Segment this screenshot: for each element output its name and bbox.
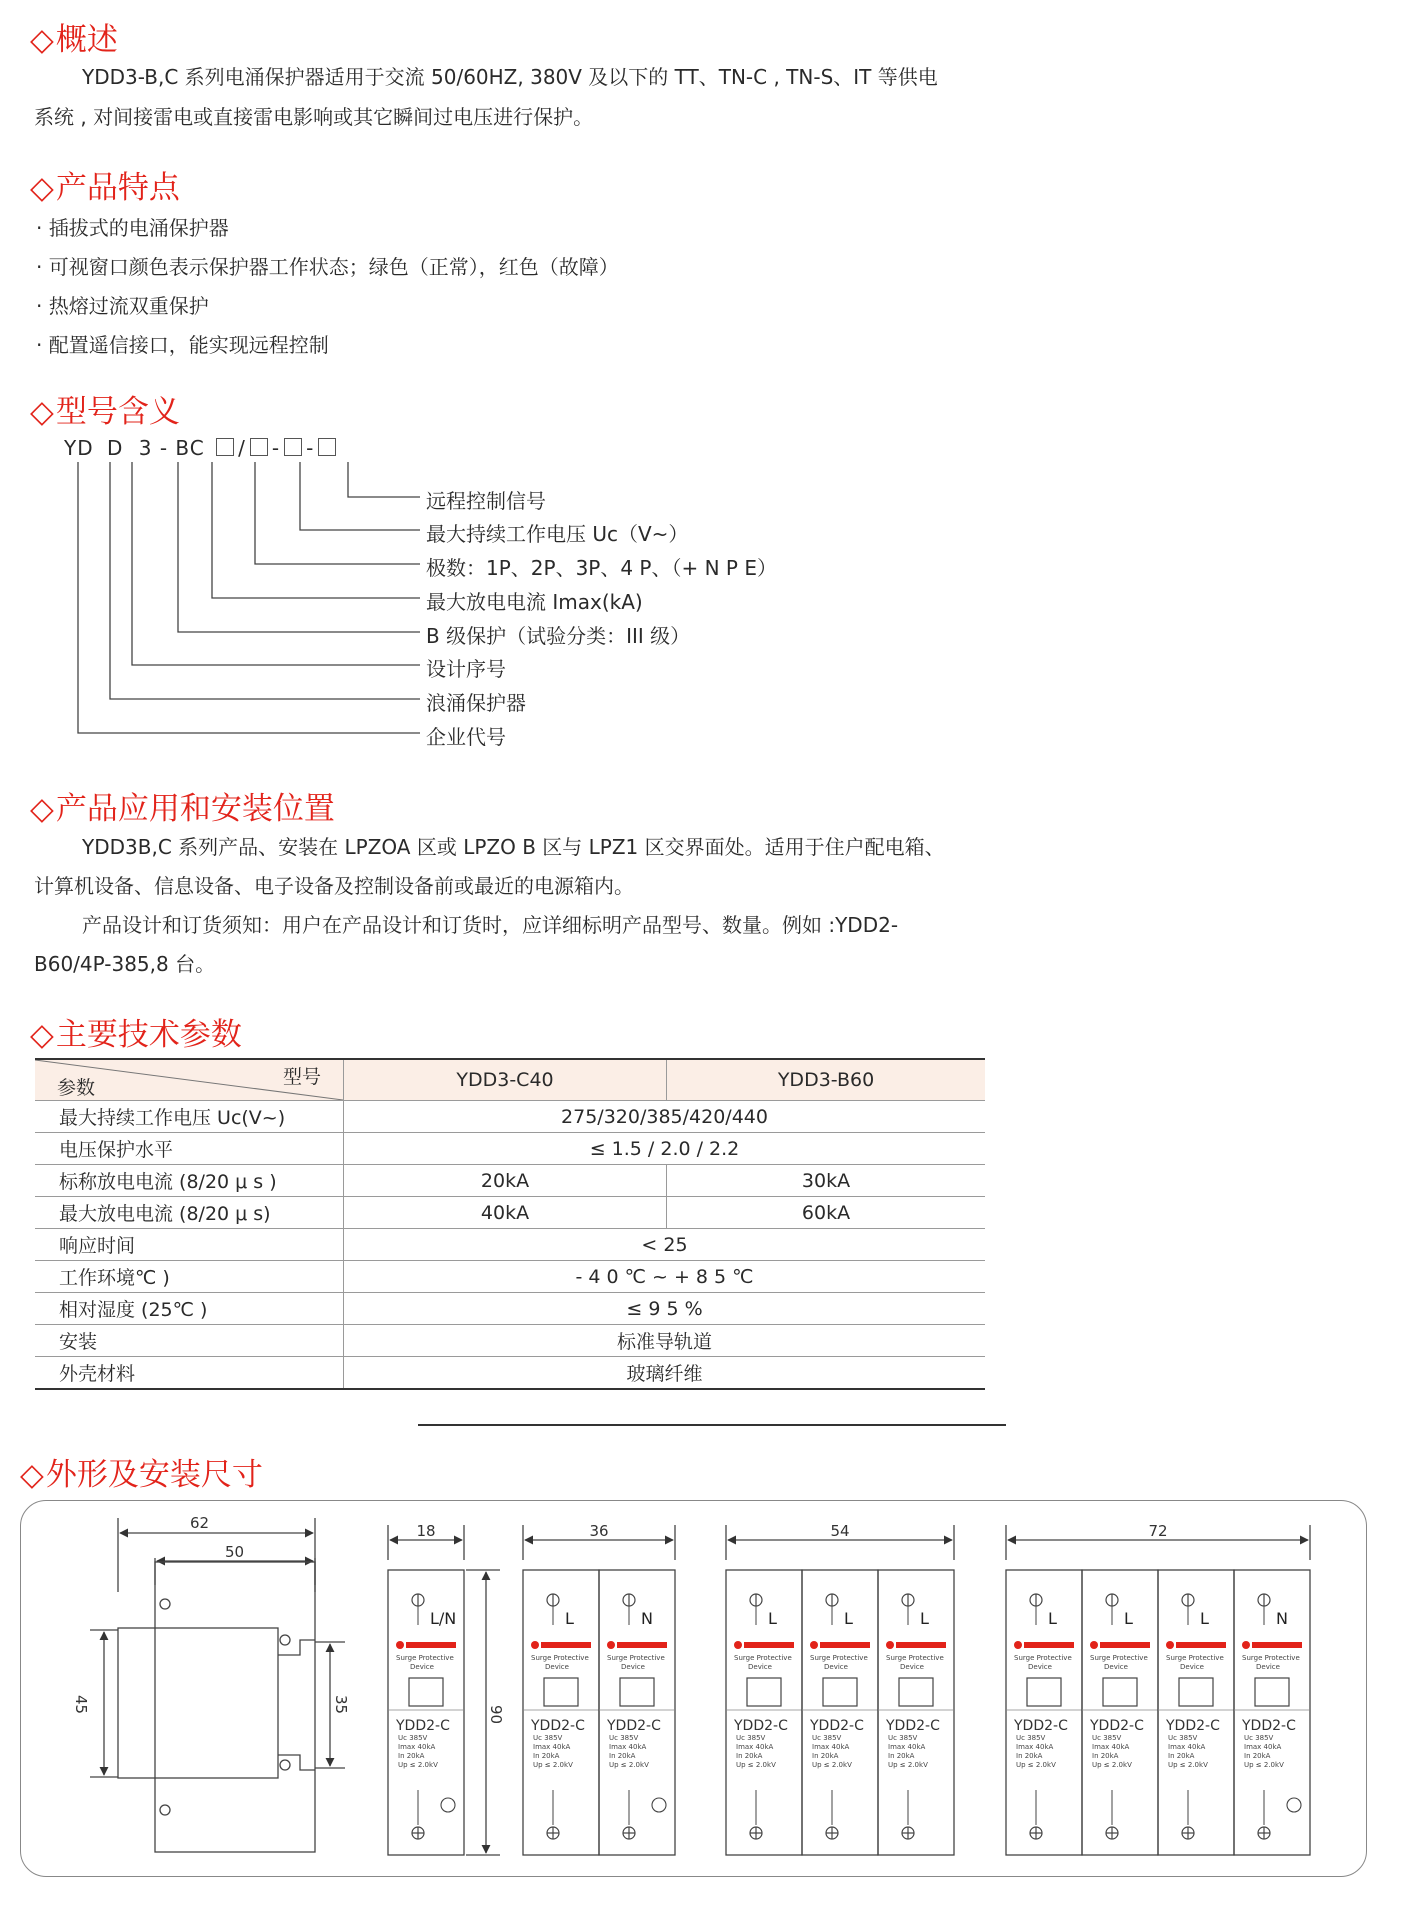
dim-label-35: 35 (332, 1695, 350, 1715)
unit-spec-line: Imax 40kA (1168, 1743, 1206, 1751)
brand-line-1: Surge Protective (810, 1654, 868, 1662)
status-window (1103, 1678, 1137, 1706)
brand-line-1: Surge Protective (396, 1654, 454, 1662)
unit-model-label: YDD2-C (531, 1718, 585, 1734)
brand-line-2: Device (545, 1663, 569, 1671)
brand-wordmark (617, 1642, 667, 1648)
unit-spec-line: Up ≤ 2.0kV (609, 1761, 649, 1769)
unit-spec-line: Imax 40kA (888, 1743, 926, 1751)
unit-spec-line: Up ≤ 2.0kV (398, 1761, 438, 1769)
legend-max-discharge: 最大放电电流 Imax(kA) (426, 590, 643, 614)
unit-spec-line: Imax 40kA (1016, 1743, 1054, 1751)
status-window (747, 1678, 781, 1706)
unit-model-label: YDD2-C (396, 1718, 450, 1734)
brand-logo-icon (886, 1641, 894, 1649)
param-value: 60kA (667, 1197, 985, 1229)
table-row (35, 1197, 985, 1229)
brand-logo-icon (1166, 1641, 1174, 1649)
unit-spec-line: Uc 385V (1244, 1734, 1274, 1742)
brand-wordmark (1100, 1642, 1150, 1648)
brand-logo-icon (1090, 1641, 1098, 1649)
brand-line-1: Surge Protective (1166, 1654, 1224, 1662)
brand-logo-icon (734, 1641, 742, 1649)
legend-enterprise-code: 企业代号 (426, 725, 506, 749)
brand-wordmark (1252, 1642, 1302, 1648)
feature-item: · 配置遥信接口，能实现远程控制 (36, 333, 329, 357)
separator-rule (418, 1424, 1006, 1426)
pole-label: N (1276, 1609, 1288, 1628)
brand-wordmark (820, 1642, 870, 1648)
param-value: 30kA (667, 1165, 985, 1197)
features-title-text: 产品特点 (55, 170, 180, 206)
brand-line-2: Device (824, 1663, 848, 1671)
status-window (1255, 1678, 1289, 1706)
pole-label: L/N (430, 1609, 457, 1628)
brand-line-2: Device (748, 1663, 772, 1671)
model-title-text: 型号含义 (55, 394, 180, 430)
dim-label-90: 90 (487, 1705, 505, 1725)
pole-label: L (768, 1609, 777, 1628)
brand-wordmark (541, 1642, 591, 1648)
unit-spec-line: Up ≤ 2.0kV (533, 1761, 573, 1769)
unit-spec-line: Up ≤ 2.0kV (1016, 1761, 1056, 1769)
feature-item: · 热熔过流双重保护 (36, 294, 209, 318)
module-unit (1082, 1570, 1158, 1855)
unit-spec-line: Uc 385V (888, 1734, 918, 1742)
unit-model-label: YDD2-C (810, 1718, 864, 1734)
param-label: 工作环境℃ ) (35, 1261, 344, 1293)
brand-wordmark (896, 1642, 946, 1648)
legend-design-serial: 设计序号 (426, 657, 506, 681)
module-unit (1006, 1570, 1082, 1855)
unit-spec-line: In 20kA (736, 1752, 763, 1760)
unit-spec-line: Uc 385V (609, 1734, 639, 1742)
table-row (35, 1325, 985, 1357)
module-width-label: 54 (830, 1522, 850, 1540)
status-window (544, 1678, 578, 1706)
pole-label: L (1200, 1609, 1209, 1628)
param-label: 外壳材料 (35, 1357, 344, 1390)
brand-line-1: Surge Protective (734, 1654, 792, 1662)
legend-max-voltage: 最大持续工作电压 Uc（V~） (426, 522, 689, 546)
unit-model-label: YDD2-C (886, 1718, 940, 1734)
param-value: - 4 0 ℃ ~ + 8 5 ℃ (344, 1261, 986, 1293)
table-row (35, 1133, 985, 1165)
status-window (1179, 1678, 1213, 1706)
code-part-serial: 3 (138, 436, 153, 460)
param-label: 响应时间 (35, 1229, 344, 1261)
brand-line-2: Device (1104, 1663, 1128, 1671)
unit-spec-line: In 20kA (1092, 1752, 1119, 1760)
unit-spec-line: Up ≤ 2.0kV (1244, 1761, 1284, 1769)
side-view-drawing (90, 1518, 345, 1852)
model-header-b60: YDD3-B60 (667, 1060, 985, 1101)
param-value: 275/320/385/420/440 (344, 1101, 986, 1133)
section-title-application (30, 783, 335, 828)
unit-model-label: YDD2-C (1090, 1718, 1144, 1734)
param-label: 安装 (35, 1325, 344, 1357)
diamond-icon: ◇ (20, 1457, 44, 1493)
param-value: < 25 (344, 1229, 986, 1261)
param-label: 电压保护水平 (35, 1133, 344, 1165)
diamond-icon: ◇ (30, 1017, 54, 1053)
unit-model-label: YDD2-C (1242, 1718, 1296, 1734)
unit-spec-line: In 20kA (888, 1752, 915, 1760)
code-part-class: BC (175, 436, 205, 460)
module-unit (1234, 1570, 1310, 1855)
brand-line-1: Surge Protective (607, 1654, 665, 1662)
module-width-label: 36 (589, 1522, 609, 1540)
overview-title-text: 概述 (55, 22, 118, 58)
unit-spec-line: In 20kA (1168, 1752, 1195, 1760)
ground-symbol-icon (652, 1798, 666, 1812)
spec-header-row (35, 1060, 985, 1101)
unit-model-label: YDD2-C (607, 1718, 661, 1734)
code-part-enterprise: YD (64, 436, 94, 460)
brand-line-2: Device (900, 1663, 924, 1671)
unit-spec-line: Uc 385V (1092, 1734, 1122, 1742)
diamond-icon: ◇ (30, 791, 54, 827)
code-slash: / (238, 436, 246, 460)
status-window (1027, 1678, 1061, 1706)
brand-logo-icon (1242, 1641, 1250, 1649)
unit-spec-line: Imax 40kA (812, 1743, 850, 1751)
unit-spec-line: In 20kA (1244, 1752, 1271, 1760)
unit-model-label: YDD2-C (1014, 1718, 1068, 1734)
module-unit (599, 1570, 675, 1855)
brand-line-2: Device (1180, 1663, 1204, 1671)
param-value: ≤ 1.5 / 2.0 / 2.2 (344, 1133, 986, 1165)
pole-label: L (1124, 1609, 1133, 1628)
code-dash: - (159, 436, 169, 460)
unit-spec-line: Uc 385V (812, 1734, 842, 1742)
table-row (35, 1101, 985, 1133)
application-line-4: B60/4P-385,8 台。 (34, 952, 216, 976)
table-row (35, 1165, 985, 1197)
unit-model-label: YDD2-C (1166, 1718, 1220, 1734)
dim-label-50: 50 (225, 1543, 245, 1561)
brand-wordmark (406, 1642, 456, 1648)
overview-line-2: 系统 , 对间接雷电或直接雷电影响或其它瞬间过电压进行保护。 (34, 105, 594, 129)
param-label: 相对湿度 (25℃ ) (35, 1293, 344, 1325)
feature-item: · 可视窗口颜色表示保护器工作状态；绿色（正常），红色（故障） (36, 255, 619, 279)
dim-label-62: 62 (190, 1514, 210, 1532)
brand-line-2: Device (1028, 1663, 1052, 1671)
module-views (388, 1522, 1310, 1855)
param-label: 最大持续工作电压 Uc(V~) (35, 1101, 344, 1133)
section-title-dimensions (20, 1449, 263, 1494)
application-line-3: 产品设计和订货须知：用户在产品设计和订货时，应详细标明产品型号、数量。例如 :YDD2- (82, 913, 899, 937)
param-value: 标准导轨道 (344, 1325, 986, 1357)
module-unit (878, 1570, 954, 1855)
code-dash: - (306, 436, 315, 460)
unit-spec-line: Imax 40kA (1092, 1743, 1130, 1751)
model-header-c40: YDD3-C40 (344, 1060, 667, 1101)
unit-spec-line: Uc 385V (1168, 1734, 1198, 1742)
pole-label: L (844, 1609, 853, 1628)
brand-line-1: Surge Protective (1242, 1654, 1300, 1662)
brand-line-2: Device (410, 1663, 434, 1671)
module-width-label: 72 (1148, 1522, 1168, 1540)
module-unit (1158, 1570, 1234, 1855)
unit-spec-line: Imax 40kA (398, 1743, 436, 1751)
status-window (823, 1678, 857, 1706)
unit-spec-line: In 20kA (812, 1752, 839, 1760)
feature-item: · 插拔式的电涌保护器 (36, 216, 229, 240)
param-label: 标称放电电流 (8/20 μ s ) (35, 1165, 344, 1197)
brand-logo-icon (810, 1641, 818, 1649)
module-unit (802, 1570, 878, 1855)
legend-remote-signal: 远程控制信号 (426, 489, 546, 513)
unit-spec-line: Uc 385V (736, 1734, 766, 1742)
application-line-2: 计算机设备、信息设备、电子设备及控制设备前或最近的电源箱内。 (34, 874, 634, 898)
code-part-type: D (106, 436, 124, 460)
module-unit (726, 1570, 802, 1855)
dimension-drawings (0, 1500, 1423, 1880)
param-value: 20kA (344, 1165, 667, 1197)
brand-logo-icon (396, 1641, 404, 1649)
unit-spec-line: Imax 40kA (609, 1743, 647, 1751)
unit-spec-line: In 20kA (533, 1752, 560, 1760)
unit-spec-line: Up ≤ 2.0kV (1168, 1761, 1208, 1769)
unit-spec-line: Up ≤ 2.0kV (736, 1761, 776, 1769)
brand-line-2: Device (1256, 1663, 1280, 1671)
status-window (899, 1678, 933, 1706)
status-window (409, 1678, 443, 1706)
diamond-icon: ◇ (30, 394, 54, 430)
unit-spec-line: In 20kA (398, 1752, 425, 1760)
ground-symbol-icon (441, 1798, 455, 1812)
unit-spec-line: Uc 385V (398, 1734, 428, 1742)
unit-spec-line: Uc 385V (533, 1734, 563, 1742)
unit-spec-line: Imax 40kA (736, 1743, 774, 1751)
unit-spec-line: Up ≤ 2.0kV (888, 1761, 928, 1769)
pole-label: L (565, 1609, 574, 1628)
diamond-icon: ◇ (30, 22, 54, 58)
dimensions-title-text: 外形及安装尺寸 (45, 1457, 263, 1493)
param-label: 最大放电电流 (8/20 μ s) (35, 1197, 344, 1229)
corner-param-label: 参数 (57, 1077, 96, 1099)
param-value: 40kA (344, 1197, 667, 1229)
table-row (35, 1357, 985, 1390)
brand-wordmark (1176, 1642, 1226, 1648)
brand-logo-icon (1014, 1641, 1022, 1649)
table-row (35, 1293, 985, 1325)
legend-surge-protector: 浪涌保护器 (426, 691, 526, 715)
legend-poles: 极数：1P、2P、3P、4 P、（+ N P E） (426, 556, 777, 580)
unit-spec-line: Imax 40kA (1244, 1743, 1282, 1751)
legend-class: B 级保护（试验分类：III 级） (426, 624, 691, 648)
module-width-label: 18 (416, 1522, 436, 1540)
diamond-icon: ◇ (30, 170, 54, 206)
unit-spec-line: Imax 40kA (533, 1743, 571, 1751)
unit-spec-line: In 20kA (609, 1752, 636, 1760)
application-line-1: YDD3B,C 系列产品、安装在 LPZOA 区或 LPZO B 区与 LPZ1 区交界面处。适用于住户配电箱、 (82, 835, 945, 859)
corner-model-label: 型号 (282, 1066, 321, 1088)
param-value: 玻璃纤维 (344, 1357, 986, 1390)
pole-label: N (641, 1609, 653, 1628)
model-leader-lines (0, 0, 1423, 760)
pole-label: L (1048, 1609, 1057, 1628)
brand-line-1: Surge Protective (531, 1654, 589, 1662)
ground-symbol-icon (1287, 1798, 1301, 1812)
section-title-specs (30, 1009, 242, 1054)
brand-logo-icon (531, 1641, 539, 1649)
unit-spec-line: Uc 385V (1016, 1734, 1046, 1742)
dim-label-45: 45 (72, 1695, 90, 1715)
brand-wordmark (744, 1642, 794, 1648)
application-title-text: 产品应用和安装位置 (55, 791, 335, 827)
unit-spec-line: In 20kA (1016, 1752, 1043, 1760)
spec-corner-cell (35, 1060, 344, 1101)
brand-line-1: Surge Protective (886, 1654, 944, 1662)
brand-line-1: Surge Protective (1090, 1654, 1148, 1662)
overview-line-1: YDD3-B,C 系列电涌保护器适用于交流 50/60HZ, 380V 及以下的 TT、TN-C , TN-S、IT 等供电 (82, 65, 938, 89)
brand-logo-icon (607, 1641, 615, 1649)
specs-title-text: 主要技术参数 (55, 1017, 242, 1053)
code-dash: - (271, 436, 281, 460)
table-row (35, 1261, 985, 1293)
unit-spec-line: Up ≤ 2.0kV (1092, 1761, 1132, 1769)
spec-table (35, 1060, 985, 1390)
module-unit (523, 1570, 599, 1855)
unit-spec-line: Up ≤ 2.0kV (812, 1761, 852, 1769)
param-value: ≤ 9 5 % (344, 1293, 986, 1325)
brand-line-1: Surge Protective (1014, 1654, 1072, 1662)
table-row (35, 1229, 985, 1261)
status-window (620, 1678, 654, 1706)
brand-wordmark (1024, 1642, 1074, 1648)
brand-line-2: Device (621, 1663, 645, 1671)
unit-model-label: YDD2-C (734, 1718, 788, 1734)
pole-label: L (920, 1609, 929, 1628)
